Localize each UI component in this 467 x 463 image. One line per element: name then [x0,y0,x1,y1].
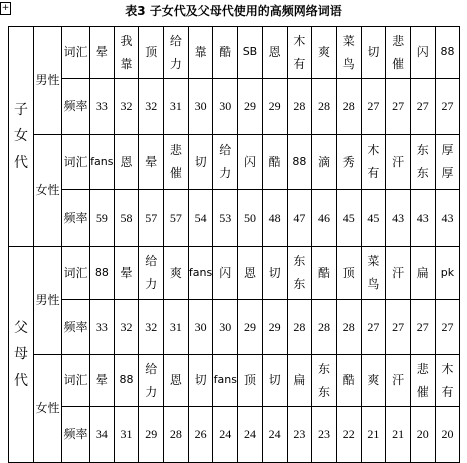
table-row [9,355,460,407]
word-cell-text: 晕 [95,373,108,388]
gender-label-text: 男性 [35,293,60,308]
word-cell: SB [238,27,263,79]
row-label-freq-text: 频率 [63,210,88,225]
word-cell [139,247,164,300]
word-cell-text: 恩 [169,373,182,388]
row-label-word [62,27,90,79]
row-label-freq-text: 频率 [63,99,88,114]
freq-cell: 54 [188,190,213,247]
table-row [9,300,460,355]
freq-cell: 22 [336,407,361,463]
row-label-word-text: 词汇 [63,265,88,280]
freq-cell: 24 [213,407,238,463]
word-cell [139,355,164,407]
row-label-freq-text: 频率 [63,319,88,334]
freq-cell: 43 [435,190,460,247]
word-cell-text: 扁 [293,373,306,388]
freq-cell: 20 [435,407,460,463]
word-cell-text: 恩 [120,154,133,169]
word-cell-text: 恩 [243,265,256,280]
freq-cell: 28 [312,79,337,135]
word-cell-text: 悲催 [416,361,429,399]
freq-cell: 57 [164,190,189,247]
word-cell [90,355,115,407]
freq-cell: 30 [188,300,213,355]
word-cell-text: 酷 [318,265,331,280]
word-frequency-table [8,26,460,463]
freq-cell: 59 [90,190,115,247]
word-cell-text: 滴 [318,154,331,169]
word-cell [435,355,460,407]
freq-cell: 53 [213,190,238,247]
table-row [9,79,460,135]
word-cell [262,355,287,407]
freq-cell: 31 [164,300,189,355]
word-cell-text: 扁 [416,265,429,280]
table-row [9,407,460,463]
word-cell [164,355,189,407]
gender-label [34,135,62,247]
word-cell [336,247,361,300]
freq-cell: 27 [361,300,386,355]
word-cell [312,355,337,407]
gender-label-text: 女性 [35,401,60,416]
word-cell [386,135,411,190]
word-cell-text: 厚厚 [441,143,454,180]
row-label-word [62,247,90,300]
freq-cell: 31 [164,79,189,135]
word-cell: 88 [435,27,460,79]
word-cell [287,27,312,79]
word-cell-text: 秀 [342,154,355,169]
word-cell [164,27,189,79]
word-cell [262,135,287,190]
word-cell [287,355,312,407]
freq-cell: 30 [213,300,238,355]
table-row [9,27,460,79]
freq-cell: 33 [90,79,115,135]
word-cell-text: 爽 [169,265,182,280]
word-cell-text: 酷 [219,45,232,60]
word-cell [188,355,213,407]
word-cell-text: 切 [367,45,380,60]
freq-cell: 27 [435,79,460,135]
word-cell [114,135,139,190]
word-cell-text: 木有 [367,143,380,180]
word-cell-text: 酷 [268,154,281,169]
word-cell-text: 靠 [194,45,207,60]
freq-cell: 23 [312,407,337,463]
word-cell [361,247,386,300]
word-cell [386,27,411,79]
freq-cell: 50 [238,190,263,247]
freq-cell: 46 [312,190,337,247]
freq-cell: 47 [287,190,312,247]
gender-label [34,27,62,135]
word-cell: fans [188,247,213,300]
freq-cell: 32 [139,79,164,135]
word-cell-text: 切 [194,154,207,169]
word-cell [213,135,238,190]
freq-cell: 43 [410,190,435,247]
word-cell [188,27,213,79]
word-cell-text: 菜鸟 [342,33,355,71]
word-cell [361,27,386,79]
row-label-freq [62,190,90,247]
word-cell-text: 顶 [342,265,355,280]
word-cell-text: 东东 [318,361,331,399]
freq-cell: 57 [139,190,164,247]
freq-cell: 21 [386,407,411,463]
word-cell-text: 汗 [392,265,405,280]
row-label-freq-text: 频率 [63,427,88,442]
gender-label-text: 女性 [35,183,60,198]
freq-cell: 45 [336,190,361,247]
freq-cell: 27 [410,300,435,355]
word-cell-text: 给力 [145,361,158,399]
word-cell [213,247,238,300]
word-cell-text: 切 [268,373,281,388]
freq-cell: 24 [262,407,287,463]
word-cell [336,135,361,190]
freq-cell: 29 [139,407,164,463]
generation-label [9,27,34,247]
word-cell [435,135,460,190]
freq-cell: 32 [114,300,139,355]
word-cell-text: 顶 [243,373,256,388]
word-cell [262,27,287,79]
word-cell-text: 恩 [268,45,281,60]
freq-cell: 43 [386,190,411,247]
word-cell [188,135,213,190]
freq-cell: 58 [114,190,139,247]
freq-cell: 32 [139,300,164,355]
row-label-word [62,355,90,407]
word-cell [386,355,411,407]
table-row [9,135,460,190]
word-cell-text: 东东 [416,143,429,180]
row-label-word-text: 词汇 [63,154,88,169]
word-cell-text: 给力 [145,254,158,291]
word-cell-text: 汗 [392,154,405,169]
word-cell [361,355,386,407]
word-cell-text: 给力 [219,143,232,180]
word-cell: fans [90,135,115,190]
word-cell-text: 爽 [318,45,331,60]
freq-cell: 21 [361,407,386,463]
freq-cell: 32 [114,79,139,135]
word-cell [312,135,337,190]
generation-label-text: 父母代 [14,319,28,389]
word-cell-text: 菜鸟 [367,254,380,291]
word-cell-text: 东东 [293,254,306,291]
word-cell [262,247,287,300]
word-cell-text: 顶 [145,45,158,60]
generation-label [9,247,34,463]
row-label-word [62,135,90,190]
word-cell [238,135,263,190]
freq-cell: 29 [238,300,263,355]
word-cell [312,27,337,79]
freq-cell: 34 [90,407,115,463]
freq-cell: 29 [262,79,287,135]
word-cell [410,247,435,300]
word-cell-text: 悲催 [169,143,182,180]
freq-cell: 30 [213,79,238,135]
word-cell-text: 晕 [145,154,158,169]
freq-cell: 28 [164,407,189,463]
freq-cell: 29 [238,79,263,135]
word-cell: 88 [287,135,312,190]
word-cell [139,27,164,79]
word-cell-text: 闪 [219,265,232,280]
row-label-freq [62,79,90,135]
generation-label-text: 子女代 [14,101,28,171]
freq-cell: 27 [361,79,386,135]
word-cell [287,247,312,300]
word-cell [410,135,435,190]
word-cell [114,247,139,300]
gender-label [34,247,62,355]
word-cell-text: 给力 [169,33,182,71]
word-cell: fans [213,355,238,407]
freq-cell: 28 [336,300,361,355]
freq-cell: 30 [188,79,213,135]
freq-cell: 27 [435,300,460,355]
row-label-word-text: 词汇 [63,45,88,60]
freq-cell: 20 [410,407,435,463]
word-cell-text: 木有 [293,33,306,71]
word-cell [114,27,139,79]
word-cell-text: 汗 [392,373,405,388]
freq-cell: 28 [312,300,337,355]
freq-cell: 27 [386,79,411,135]
word-cell [238,247,263,300]
word-cell-text: 晕 [120,265,133,280]
word-cell-text: 晕 [95,45,108,60]
word-cell-text: 切 [194,373,207,388]
freq-cell: 33 [90,300,115,355]
table-anchor-icon: + [1,3,10,13]
table-title: 表3 子女代及父母代使用的高频网络词语 [125,4,342,18]
freq-cell: 23 [287,407,312,463]
word-cell [238,355,263,407]
word-cell-text: 酷 [342,373,355,388]
word-cell-text: 闪 [243,154,256,169]
word-cell: 88 [114,355,139,407]
word-cell [164,247,189,300]
table-row [9,190,460,247]
word-cell-text: 我靠 [120,33,133,71]
freq-cell: 28 [336,79,361,135]
word-cell [90,27,115,79]
word-cell [336,27,361,79]
row-label-freq [62,300,90,355]
freq-cell: 48 [262,190,287,247]
word-cell-text: 切 [268,265,281,280]
word-cell-text: 木有 [441,361,454,399]
word-cell [410,27,435,79]
word-cell: pk [435,247,460,300]
word-cell-text: 悲催 [392,33,405,71]
gender-label-text: 男性 [35,73,60,88]
row-label-word-text: 词汇 [63,373,88,388]
table-row [9,247,460,300]
freq-cell: 29 [262,300,287,355]
freq-cell: 28 [287,300,312,355]
word-cell [139,135,164,190]
word-cell [312,247,337,300]
row-label-freq [62,407,90,463]
freq-cell: 31 [114,407,139,463]
word-cell-text: 爽 [367,373,380,388]
word-cell [213,27,238,79]
freq-cell: 27 [410,79,435,135]
freq-cell: 28 [287,79,312,135]
freq-cell: 45 [361,190,386,247]
word-cell [164,135,189,190]
word-cell [386,247,411,300]
freq-cell: 24 [238,407,263,463]
freq-cell: 26 [188,407,213,463]
word-cell [410,355,435,407]
gender-label [34,355,62,463]
word-cell-text: 闪 [416,45,429,60]
word-cell [336,355,361,407]
freq-cell: 27 [386,300,411,355]
word-cell: 88 [90,247,115,300]
word-cell [361,135,386,190]
